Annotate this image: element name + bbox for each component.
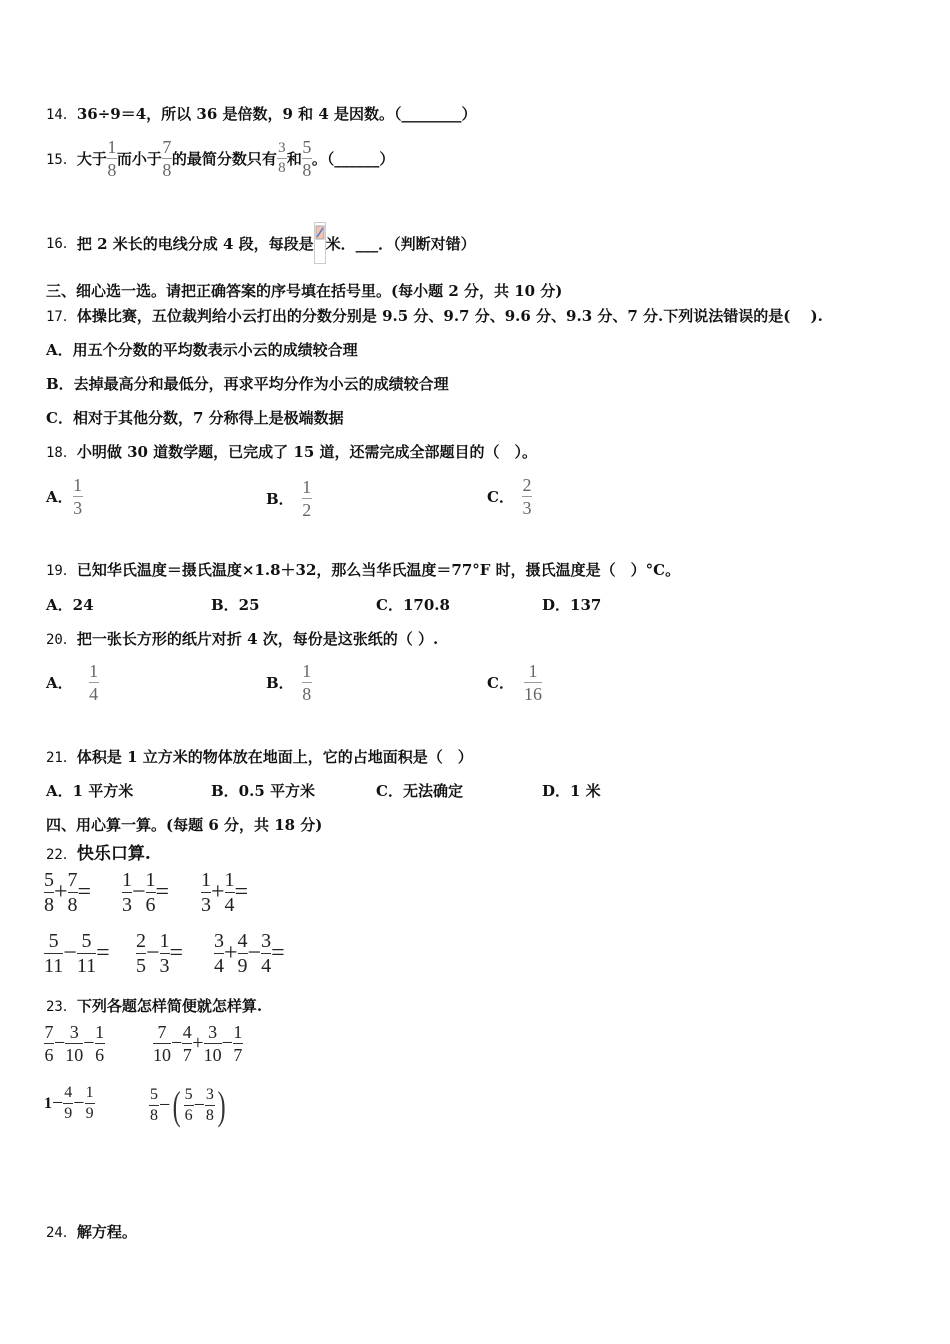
fraction: 5 11: [44, 930, 64, 977]
option-b[interactable]: B． 1 8: [266, 661, 312, 704]
expression-r1a: 7 6 − 3 10 − 1 6: [44, 1022, 105, 1065]
section-4-heading: 四、用心算一算。(每题 6 分，共 18 分): [46, 816, 323, 834]
question-text: 解方程。: [76, 1223, 137, 1241]
fraction: 5 11: [76, 930, 97, 977]
fraction: 1 9: [85, 1084, 94, 1122]
fraction: 1 3: [159, 930, 170, 977]
question-number: 16．: [46, 236, 77, 252]
expression-r1b: 7 10 − 4 7 + 3 10 − 1 7: [153, 1022, 243, 1065]
fraction: 7 10: [153, 1022, 171, 1065]
fraction: 1 7: [233, 1022, 243, 1065]
expression-5: 2 5 − 1 3 =: [136, 930, 184, 977]
fraction: 3 8: [205, 1086, 214, 1124]
question-text: 把一张长方形的纸片对折 4 次，每份是这张纸的（ ）.: [76, 630, 439, 648]
expression-3: 1 3 + 1 4 =: [201, 869, 249, 916]
option-c[interactable]: C．170.8: [376, 596, 450, 614]
fraction: 3 4: [214, 930, 224, 977]
question-17: [46, 305, 823, 326]
right-paren: ): [217, 1083, 226, 1128]
fraction: 5 6: [184, 1086, 193, 1124]
question-15: [46, 138, 394, 179]
expression-r2a: 1 − 4 9 − 1 9: [44, 1084, 94, 1122]
question-19: [46, 559, 680, 580]
question-16: [46, 222, 476, 264]
question-18: [46, 441, 537, 462]
fraction: 5 8: [44, 869, 54, 916]
question-text: 体操比赛，五位裁判给小云打出的分数分别是 9.5 分、9.7 分、9.6 分、9.3 分、7 分.下列说法错误的是( ).: [76, 307, 823, 325]
fraction: 1 8: [302, 661, 312, 704]
question-number: 19．: [46, 563, 77, 579]
text-segment: 。（______）: [311, 150, 395, 168]
question-number: 17．: [46, 309, 77, 325]
section-3-heading: 三、细心选一选。请把正确答案的序号填在括号里。(每小题 2 分，共 10 分): [46, 282, 563, 300]
fraction: 1 3: [201, 869, 211, 916]
question-14: [46, 103, 477, 124]
question-text: 小明做 30 道数学题，已完成了 15 道，还需完成全部题目的（ ）。: [76, 443, 537, 461]
fraction: 2 5: [136, 930, 146, 977]
fraction: 1 3: [122, 869, 132, 916]
question-number: 18．: [46, 445, 77, 461]
option-b[interactable]: B． 1 2: [266, 477, 312, 520]
option-d[interactable]: D．1 米: [542, 782, 601, 800]
question-text: 已知华氏温度＝摄氏温度×1.8＋32，那么当华氏温度＝77°F 时，摄氏温度是（ ）°C。: [76, 561, 681, 579]
question-number: 21．: [46, 750, 77, 766]
fraction: 3 10: [65, 1022, 84, 1065]
option-c[interactable]: C． 2 3: [487, 475, 532, 518]
fraction: 3 4: [261, 930, 272, 977]
question-number: 23．: [46, 999, 77, 1015]
fraction: 1 4: [224, 869, 235, 916]
fraction: 1 2: [302, 477, 312, 520]
option-d[interactable]: D．137: [542, 596, 602, 614]
fraction: 1 8: [107, 137, 117, 180]
fraction: 1 16: [523, 661, 542, 704]
question-text: 下列各题怎样简便就怎样算.: [76, 997, 263, 1015]
fraction: 7 8: [67, 869, 78, 916]
fraction: 7 8: [162, 137, 172, 180]
fraction: 5 8: [150, 1086, 158, 1124]
fraction: 2 3: [522, 475, 532, 518]
option-a[interactable]: A． 1 4: [46, 661, 99, 704]
expression-6: 3 4 + 4 9 − 3 4 =: [214, 930, 285, 977]
text-segment: 把 2 米长的电线分成 4 段，每段是: [76, 234, 314, 253]
broken-image-icon: [314, 222, 326, 264]
text-segment: 米．___．（判断对错）: [325, 234, 476, 253]
fraction: 3 10: [203, 1022, 222, 1065]
option-a[interactable]: A．1 平方米: [46, 782, 134, 800]
question-21: [46, 746, 473, 767]
fraction: 4 9: [64, 1084, 73, 1122]
question-number: 20．: [46, 632, 77, 648]
fraction: 1 6: [95, 1022, 105, 1065]
fraction: 1 3: [73, 475, 83, 518]
option-c[interactable]: C．无法确定: [376, 782, 463, 800]
question-number: 15．: [46, 151, 77, 168]
fraction: 5 8: [302, 137, 312, 180]
fraction: 4 9: [237, 930, 248, 977]
expression-r2b: 5 8 − ( 5 6 − 3 8 ): [150, 1083, 226, 1128]
question-23: [46, 995, 262, 1016]
question-22: [46, 839, 151, 864]
fraction: 3 8: [278, 140, 286, 176]
option-c[interactable]: C．相对于其他分数，7 分称得上是极端数据: [46, 409, 344, 427]
question-text: 快乐口算.: [76, 844, 151, 864]
expression-1: 5 8 + 7 8 =: [44, 869, 92, 916]
question-text: 体积是 1 立方米的物体放在地面上，它的占地面积是（ ）: [76, 748, 473, 766]
text-segment: 大于: [76, 150, 107, 168]
question-number: 24．: [46, 1225, 77, 1241]
option-c[interactable]: C． 1 16: [487, 661, 542, 704]
option-a[interactable]: A． 1 3: [46, 475, 83, 518]
option-a[interactable]: A．用五个分数的平均数表示小云的成绩较合理: [46, 341, 358, 359]
question-20: [46, 628, 438, 649]
fraction: 1 6: [145, 869, 156, 916]
text-segment: 而小于: [116, 150, 162, 168]
option-b[interactable]: B．去掉最高分和最低分，再求平均分作为小云的成绩较合理: [46, 375, 449, 393]
question-number: 14．: [46, 107, 77, 123]
text-segment: 和: [286, 150, 302, 168]
question-24: [46, 1221, 137, 1242]
expression-2: 1 3 − 1 6 =: [122, 869, 170, 916]
fraction: 7 6: [44, 1022, 54, 1065]
left-paren: (: [172, 1083, 181, 1128]
option-a[interactable]: A．24: [46, 596, 94, 614]
text-segment: 的最简分数只有: [171, 150, 277, 168]
option-b[interactable]: B．0.5 平方米: [211, 782, 315, 800]
fraction: 1 4: [89, 661, 99, 704]
question-text: 36÷9＝4，所以 36 是倍数，9 和 4 是因数。（________）: [76, 105, 477, 123]
question-number: 22．: [46, 847, 77, 863]
option-b[interactable]: B．25: [211, 596, 260, 614]
fraction: 4 7: [182, 1022, 192, 1065]
expression-4: 5 11 − 5 11 =: [44, 930, 110, 977]
